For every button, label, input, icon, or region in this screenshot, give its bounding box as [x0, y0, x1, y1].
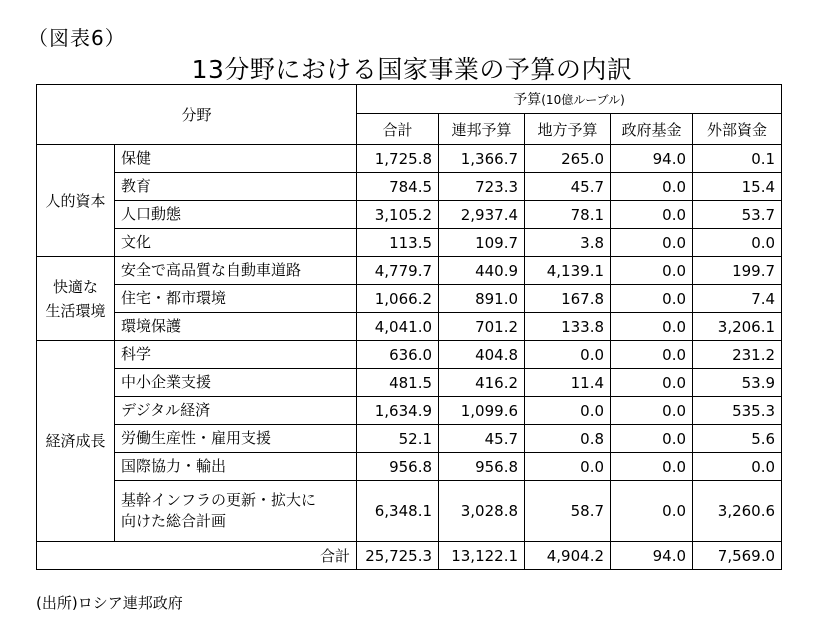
item-name: デジタル経済 — [115, 397, 357, 425]
item-name: 安全で高品質な自動車道路 — [115, 257, 357, 285]
group-label-line: 生活環境 — [45, 301, 106, 320]
table-row — [37, 285, 782, 313]
value-regional: 133.8 — [525, 313, 611, 341]
value-regional: 167.8 — [525, 285, 611, 313]
value-total: 784.5 — [357, 173, 439, 201]
item-name-line: 向けた総合計画 — [121, 512, 227, 530]
budget-header — [357, 85, 782, 114]
value-government-fund: 0.0 — [611, 313, 693, 341]
value-government-fund: 0.0 — [611, 341, 693, 369]
table-row — [37, 201, 782, 229]
value-regional: 11.4 — [525, 369, 611, 397]
value-federal: 2,937.4 — [439, 201, 525, 229]
total-label: 合計 — [37, 542, 357, 570]
value-federal: 416.2 — [439, 369, 525, 397]
total-value-federal: 13,122.1 — [439, 542, 525, 570]
item-name: 文化 — [115, 229, 357, 257]
value-regional: 0.8 — [525, 425, 611, 453]
table-row — [37, 229, 782, 257]
value-total: 6,348.1 — [357, 481, 439, 542]
table-row — [37, 173, 782, 201]
value-total: 52.1 — [357, 425, 439, 453]
table-row — [37, 397, 782, 425]
item-name-line: 基幹インフラの更新・拡大に — [121, 491, 317, 509]
value-regional: 0.0 — [525, 453, 611, 481]
value-regional: 265.0 — [525, 145, 611, 173]
value-government-fund: 0.0 — [611, 425, 693, 453]
value-federal: 109.7 — [439, 229, 525, 257]
value-external: 0.1 — [693, 145, 782, 173]
value-government-fund: 0.0 — [611, 481, 693, 542]
value-external: 535.3 — [693, 397, 782, 425]
item-name: 中小企業支援 — [115, 369, 357, 397]
budget-table — [36, 84, 782, 570]
budget-unit: (10億ルーブル) — [541, 93, 625, 107]
group-label-line: 経済成長 — [45, 432, 106, 450]
value-total: 4,041.0 — [357, 313, 439, 341]
column-header-government-fund: 政府基金 — [611, 114, 693, 145]
value-federal: 723.3 — [439, 173, 525, 201]
field-header: 分野 — [37, 85, 357, 145]
value-regional: 3.8 — [525, 229, 611, 257]
column-header-total: 合計 — [357, 114, 439, 145]
source-note: (出所)ロシア連邦政府 — [36, 594, 183, 612]
column-header-federal: 連邦予算 — [439, 114, 525, 145]
value-government-fund: 0.0 — [611, 201, 693, 229]
group-label-line: 快適な — [52, 277, 98, 296]
value-government-fund: 94.0 — [611, 145, 693, 173]
value-external: 0.0 — [693, 229, 782, 257]
item-name: 住宅・都市環境 — [115, 285, 357, 313]
table-row — [37, 145, 782, 173]
total-row — [37, 542, 782, 570]
value-regional: 78.1 — [525, 201, 611, 229]
column-header-regional: 地方予算 — [525, 114, 611, 145]
table-row — [37, 313, 782, 341]
value-government-fund: 0.0 — [611, 229, 693, 257]
table-row — [37, 341, 782, 369]
value-total: 113.5 — [357, 229, 439, 257]
figure-label: （図表6） — [28, 26, 126, 50]
value-total: 636.0 — [357, 341, 439, 369]
item-name: 保健 — [115, 145, 357, 173]
value-external: 5.6 — [693, 425, 782, 453]
value-government-fund: 0.0 — [611, 453, 693, 481]
value-regional: 58.7 — [525, 481, 611, 542]
value-government-fund: 0.0 — [611, 285, 693, 313]
value-regional: 45.7 — [525, 173, 611, 201]
value-regional: 0.0 — [525, 341, 611, 369]
value-total: 481.5 — [357, 369, 439, 397]
value-government-fund: 0.0 — [611, 369, 693, 397]
value-external: 53.7 — [693, 201, 782, 229]
value-external: 53.9 — [693, 369, 782, 397]
value-total: 1,725.8 — [357, 145, 439, 173]
table-row — [37, 257, 782, 285]
value-external: 231.2 — [693, 341, 782, 369]
value-regional: 0.0 — [525, 397, 611, 425]
value-government-fund: 0.0 — [611, 173, 693, 201]
value-federal: 404.8 — [439, 341, 525, 369]
value-federal: 701.2 — [439, 313, 525, 341]
group-label — [37, 145, 115, 257]
page-title: 13分野における国家事業の予算の内訳 — [191, 55, 633, 84]
column-header-external: 外部資金 — [693, 114, 782, 145]
value-federal: 440.9 — [439, 257, 525, 285]
table-body — [37, 145, 782, 570]
value-government-fund: 0.0 — [611, 397, 693, 425]
budget-header-label: 予算 — [513, 92, 542, 108]
group-label — [37, 341, 115, 542]
table-row — [37, 369, 782, 397]
value-external: 3,260.6 — [693, 481, 782, 542]
item-name: 教育 — [115, 173, 357, 201]
value-federal: 1,099.6 — [439, 397, 525, 425]
table-row — [37, 425, 782, 453]
value-federal: 891.0 — [439, 285, 525, 313]
value-federal: 3,028.8 — [439, 481, 525, 542]
table-row — [37, 481, 782, 542]
value-external: 0.0 — [693, 453, 782, 481]
value-government-fund: 0.0 — [611, 257, 693, 285]
value-external: 7.4 — [693, 285, 782, 313]
value-federal: 45.7 — [439, 425, 525, 453]
value-total: 1,634.9 — [357, 397, 439, 425]
value-regional: 4,139.1 — [525, 257, 611, 285]
item-name: 科学 — [115, 341, 357, 369]
item-name: 人口動態 — [115, 201, 357, 229]
value-total: 956.8 — [357, 453, 439, 481]
value-external: 3,206.1 — [693, 313, 782, 341]
total-value-external: 7,569.0 — [693, 542, 782, 570]
value-total: 3,105.2 — [357, 201, 439, 229]
item-name: 国際協力・輸出 — [115, 453, 357, 481]
item-name: 労働生産性・雇用支援 — [115, 425, 357, 453]
total-value-total: 25,725.3 — [357, 542, 439, 570]
total-value-government-fund: 94.0 — [611, 542, 693, 570]
value-total: 4,779.7 — [357, 257, 439, 285]
table-row — [37, 453, 782, 481]
value-federal: 1,366.7 — [439, 145, 525, 173]
value-federal: 956.8 — [439, 453, 525, 481]
total-value-regional: 4,904.2 — [525, 542, 611, 570]
group-label-line: 人的資本 — [45, 191, 106, 210]
value-external: 15.4 — [693, 173, 782, 201]
value-total: 1,066.2 — [357, 285, 439, 313]
item-name: 環境保護 — [115, 313, 357, 341]
item-name — [115, 481, 357, 542]
group-label — [37, 257, 115, 341]
value-external: 199.7 — [693, 257, 782, 285]
